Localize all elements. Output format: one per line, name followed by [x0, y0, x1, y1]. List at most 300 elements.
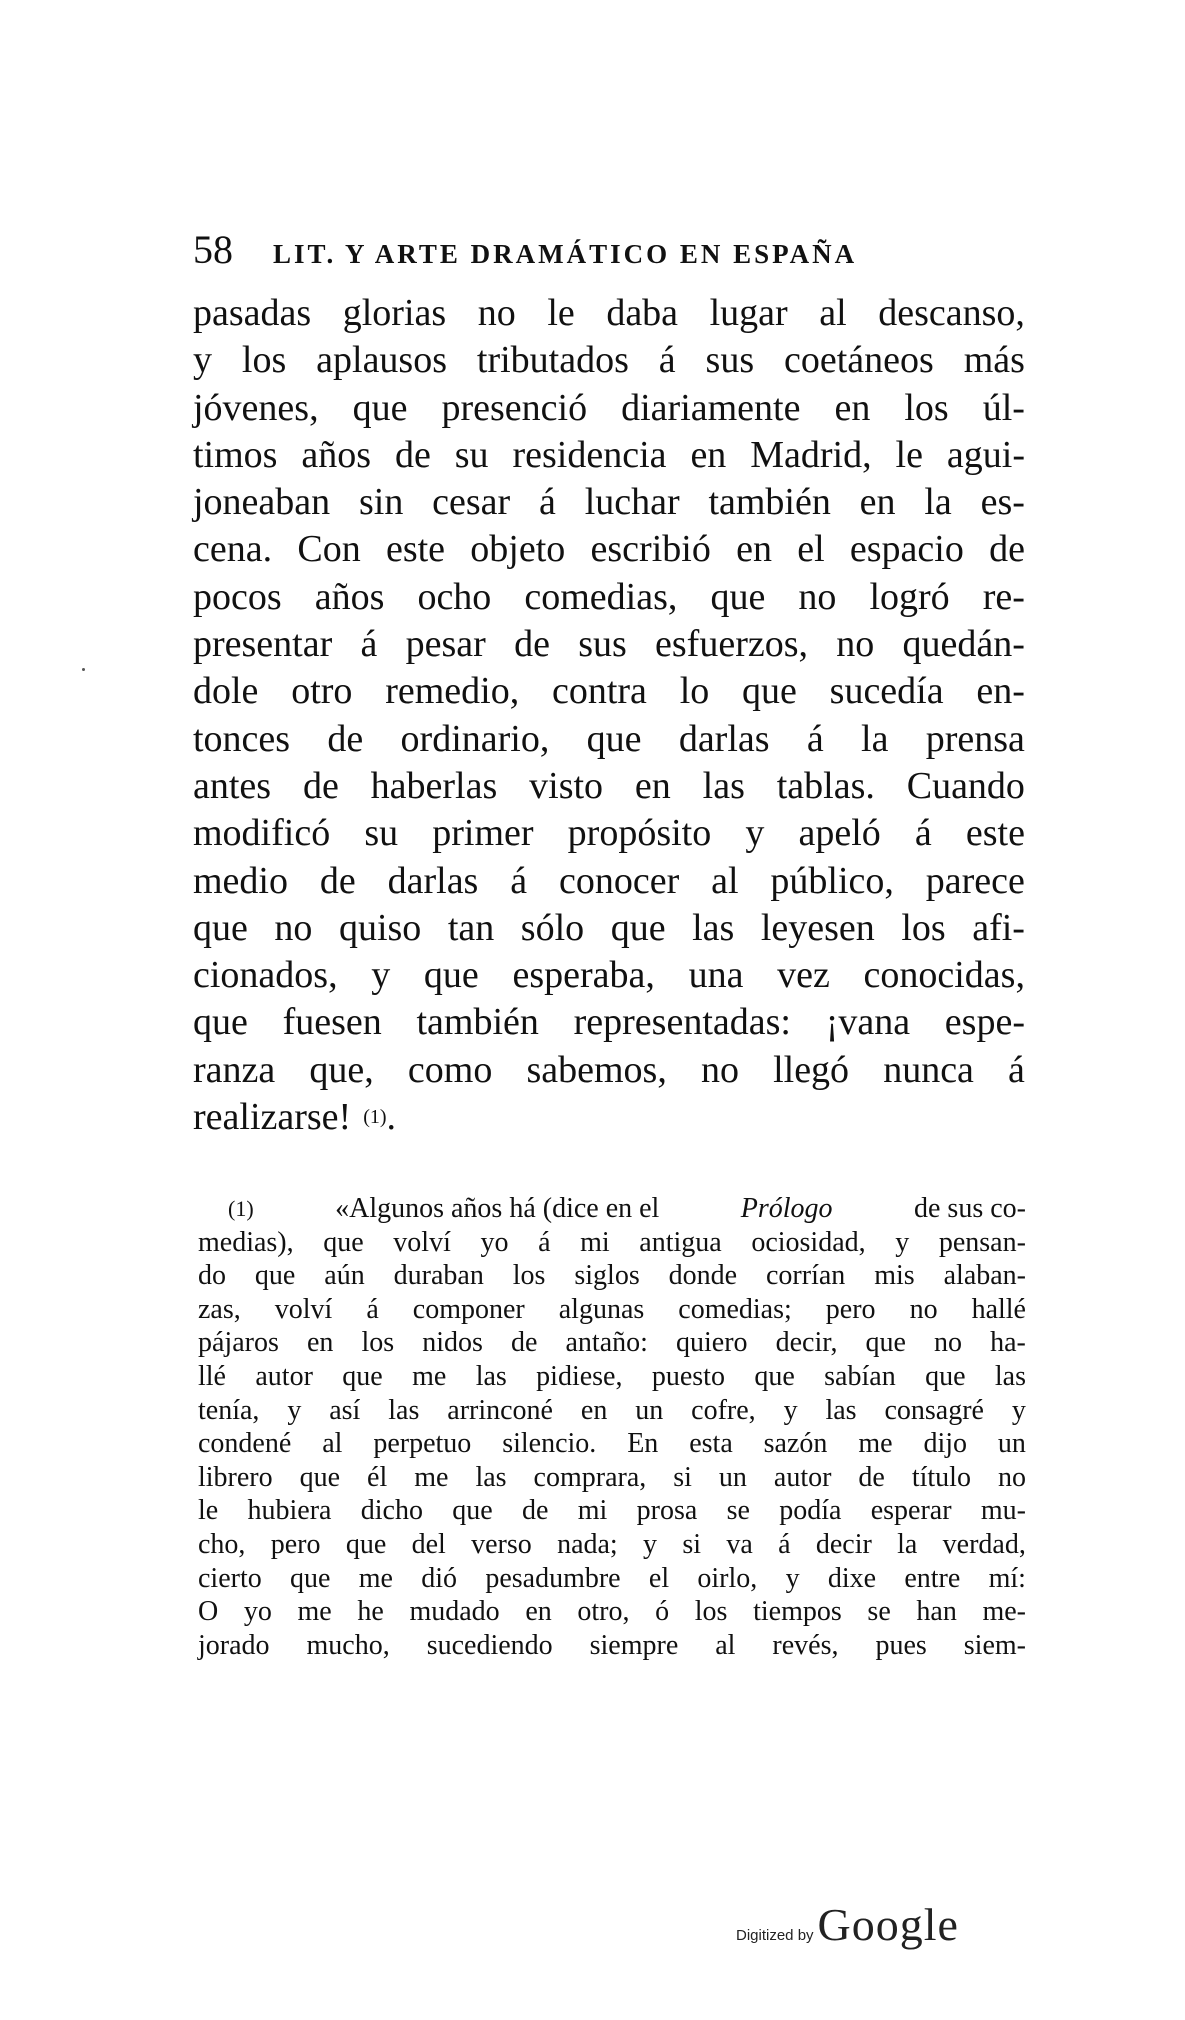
word: sólo — [520, 906, 585, 949]
word: mudado — [409, 1596, 500, 1628]
word: y — [287, 1394, 302, 1426]
word: consagré — [884, 1394, 984, 1426]
word: sin — [358, 481, 404, 524]
word: que — [925, 1360, 966, 1392]
word: hallé — [971, 1293, 1026, 1325]
word: arrinconé — [447, 1394, 553, 1426]
text-line — [193, 432, 1025, 479]
word: el — [797, 528, 825, 571]
word: del — [411, 1528, 446, 1560]
word: En — [627, 1428, 659, 1460]
word: no — [274, 906, 313, 949]
word: vez — [777, 954, 830, 997]
word: presenció — [441, 386, 588, 429]
text-line — [193, 810, 1025, 857]
page-header — [193, 226, 1023, 276]
word: escribió — [590, 528, 711, 571]
footnote-text: «Algunos años há (dice en el — [335, 1193, 660, 1224]
word: parece — [925, 859, 1025, 902]
text-line — [193, 716, 1025, 763]
word: de — [510, 1327, 538, 1359]
word: este — [385, 528, 446, 571]
word: su — [364, 812, 399, 855]
word: verdad, — [942, 1528, 1026, 1560]
word: descanso, — [878, 292, 1025, 334]
word: al — [711, 859, 739, 902]
footnote-line — [198, 1562, 1026, 1596]
word: quiso — [338, 906, 422, 949]
word: que — [323, 1226, 364, 1258]
word: me- — [982, 1596, 1026, 1628]
word: pájaros — [198, 1327, 279, 1359]
word: O — [198, 1596, 219, 1628]
word: objeto — [470, 528, 566, 571]
footnote-mark: (1) — [228, 1196, 254, 1221]
word: puesto — [651, 1360, 725, 1392]
word: Con — [297, 528, 361, 571]
word: aplausos — [316, 339, 448, 382]
word: y — [643, 1528, 658, 1560]
word: joneaban — [193, 481, 331, 524]
word: se — [867, 1596, 891, 1628]
word: mi — [577, 1495, 608, 1527]
word: comedias, — [524, 575, 678, 618]
text-line — [193, 905, 1025, 952]
word: cierto — [198, 1562, 262, 1594]
word: á — [1008, 1048, 1025, 1091]
running-head: LIT. Y ARTE DRAMÁTICO EN ESPAÑA — [273, 239, 858, 269]
word: que — [754, 1360, 795, 1392]
word: los — [512, 1260, 546, 1292]
word: las — [994, 1360, 1026, 1392]
word: volví — [393, 1226, 451, 1258]
word: contra — [551, 670, 647, 713]
word: que — [342, 1360, 383, 1392]
word: de — [514, 623, 550, 666]
word: no — [477, 292, 516, 334]
text-line — [193, 385, 1025, 432]
word: sucediendo — [426, 1629, 553, 1661]
word: conocidas, — [863, 954, 1025, 997]
word: público, — [770, 859, 894, 902]
word: es- — [980, 481, 1025, 524]
word: antes — [193, 764, 272, 807]
word: así — [329, 1394, 361, 1426]
word: cionados, — [193, 954, 338, 997]
word: ¡vana — [825, 1001, 911, 1044]
word: daba — [606, 292, 679, 334]
word: conocer — [558, 859, 680, 902]
word: le — [198, 1495, 219, 1527]
word: no — [909, 1293, 938, 1325]
word: y — [371, 954, 391, 997]
word: revés, — [772, 1629, 839, 1661]
word: las — [825, 1394, 857, 1426]
word: un — [997, 1428, 1026, 1460]
word: tonces — [193, 717, 291, 760]
word: antigua — [639, 1226, 722, 1258]
word: timos — [193, 433, 278, 476]
word: de — [522, 1495, 549, 1527]
word: quiero — [676, 1327, 748, 1359]
word: cho, — [198, 1528, 246, 1560]
word: residencia — [512, 433, 667, 476]
footnote-line — [198, 1226, 1026, 1260]
footnote-line — [198, 1595, 1026, 1629]
word: silencio. — [502, 1428, 597, 1460]
word: no — [836, 623, 875, 666]
word: me — [297, 1596, 332, 1628]
word: y — [895, 1226, 910, 1258]
word: me — [358, 1562, 393, 1594]
word: sucedía — [829, 670, 944, 713]
word: presentar — [193, 623, 333, 666]
word: he — [357, 1596, 384, 1628]
word: los — [241, 339, 287, 382]
word: decir — [815, 1528, 872, 1560]
footnote-line — [198, 1427, 1026, 1461]
word: los — [901, 906, 946, 949]
word: autor — [773, 1461, 832, 1493]
word: volví — [274, 1293, 333, 1325]
word: pues — [875, 1629, 927, 1661]
word: en — [525, 1596, 552, 1628]
word: ó — [655, 1596, 670, 1628]
word: un — [635, 1394, 664, 1426]
word: las — [475, 1360, 507, 1392]
word: modificó — [193, 812, 331, 855]
text-line — [193, 668, 1025, 715]
word: años — [314, 575, 385, 618]
prologo-title: Prólogo — [740, 1193, 833, 1224]
word: pasadas — [193, 292, 312, 334]
word: pidiese, — [536, 1360, 623, 1392]
word: no — [934, 1327, 963, 1359]
word: tablas. — [776, 764, 875, 807]
word: á — [360, 623, 378, 666]
word: haberlas — [370, 764, 498, 807]
word: primer — [432, 812, 534, 855]
word: darlas — [387, 859, 479, 902]
word: de — [394, 433, 431, 476]
word: aún — [324, 1260, 365, 1292]
word: mis — [874, 1260, 915, 1292]
word: pensan- — [938, 1226, 1026, 1258]
word: no — [798, 575, 837, 618]
word: espacio — [849, 528, 964, 571]
word: tributados — [476, 339, 629, 382]
text-line — [193, 952, 1025, 999]
word: á — [510, 859, 528, 902]
word: esperar — [870, 1495, 952, 1527]
word: que — [423, 954, 479, 997]
word: ocho — [417, 575, 492, 618]
word: dole — [193, 670, 259, 713]
footnote-reference: (1) — [363, 1106, 387, 1129]
word: sus — [578, 623, 627, 666]
word: en — [736, 528, 772, 571]
word: nunca — [883, 1048, 974, 1091]
word: do — [198, 1260, 226, 1292]
word: jorado — [198, 1629, 270, 1661]
word: medio — [193, 859, 288, 902]
word: y — [783, 1394, 798, 1426]
word: nada; — [557, 1528, 618, 1560]
word: oirlo, — [697, 1562, 758, 1594]
word: siglos — [574, 1260, 640, 1292]
digitized-label: Digitized by — [736, 1927, 814, 1944]
word: él — [367, 1461, 388, 1493]
word: título — [911, 1461, 971, 1493]
word: las — [388, 1394, 420, 1426]
word: y — [745, 812, 765, 855]
word: un — [718, 1461, 747, 1493]
word: sazón — [763, 1428, 828, 1460]
footnote-line — [198, 1192, 1026, 1226]
word: realizarse! — [193, 1096, 352, 1139]
word: que — [742, 670, 797, 713]
trailing-punctuation: . — [386, 1096, 397, 1139]
word: esfuerzos, — [655, 623, 809, 666]
word: que — [865, 1327, 906, 1359]
word: perpetuo — [373, 1428, 472, 1460]
word: remedio, — [385, 670, 520, 713]
footnote-line — [198, 1293, 1026, 1327]
text-line-last — [193, 1094, 1025, 1141]
word: coetáneos — [784, 339, 934, 382]
word: me — [414, 1461, 449, 1493]
word: ordinario, — [400, 717, 550, 760]
word: librero — [198, 1461, 273, 1493]
word: apeló — [798, 812, 881, 855]
word: al — [322, 1428, 343, 1460]
footnote-line — [198, 1326, 1026, 1360]
word: las — [702, 764, 745, 807]
text-line — [193, 858, 1025, 905]
word: algunas — [558, 1293, 645, 1325]
word: antaño: — [565, 1327, 648, 1359]
word: zas, — [198, 1293, 241, 1325]
word: úl- — [982, 386, 1025, 429]
word: las — [475, 1461, 507, 1493]
word: podía — [779, 1495, 842, 1527]
word: mucho, — [306, 1629, 390, 1661]
text-line — [193, 1047, 1025, 1094]
word: sabían — [824, 1360, 896, 1392]
footnote-line — [198, 1360, 1026, 1394]
word: más — [963, 339, 1025, 382]
word: de — [989, 528, 1025, 571]
word: re- — [982, 575, 1025, 618]
word: nidos — [422, 1327, 483, 1359]
word: yo — [480, 1226, 509, 1258]
word: componer — [412, 1293, 525, 1325]
word: á — [914, 812, 932, 855]
word: mí: — [988, 1562, 1026, 1594]
word: llegó — [773, 1048, 850, 1091]
word: glorias — [342, 292, 447, 334]
footnote-line — [198, 1629, 1026, 1663]
word: fuesen — [282, 1001, 382, 1044]
word: cena. — [193, 528, 273, 571]
word: que, — [309, 1048, 374, 1091]
word: le — [895, 433, 923, 476]
word: á — [778, 1528, 791, 1560]
word: en — [859, 481, 896, 524]
word: dijo — [923, 1428, 968, 1460]
text-line — [193, 999, 1025, 1046]
word: también — [708, 481, 831, 524]
word: los — [361, 1327, 395, 1359]
word: agui- — [946, 433, 1025, 476]
word: á — [539, 481, 556, 524]
word: años — [301, 433, 372, 476]
word: tan — [447, 906, 495, 949]
text-line — [193, 290, 1025, 337]
word: que — [352, 386, 408, 429]
word: Madrid, — [750, 433, 872, 476]
word: no — [700, 1048, 739, 1091]
word: á — [538, 1226, 551, 1258]
word: cofre, — [691, 1394, 756, 1426]
word: que — [254, 1260, 296, 1292]
word: visto — [529, 764, 604, 807]
word: entre — [904, 1562, 961, 1594]
word: los — [904, 386, 949, 429]
word: tenía, — [198, 1394, 260, 1426]
main-text — [193, 290, 1025, 1141]
word: este — [965, 812, 1025, 855]
page-number: 58 — [193, 227, 233, 272]
word: donde — [668, 1260, 738, 1292]
word: se — [726, 1495, 750, 1527]
margin-speck — [82, 668, 85, 671]
footnote-line — [198, 1528, 1026, 1562]
text-line — [193, 621, 1025, 668]
word: de — [319, 859, 356, 902]
word: la — [924, 481, 952, 524]
word: dió — [421, 1562, 458, 1594]
footnote — [198, 1192, 1026, 1662]
word: corrían — [766, 1260, 846, 1292]
word: tiempos — [753, 1596, 842, 1628]
word: ranza — [193, 1048, 276, 1091]
word: propósito — [567, 812, 712, 855]
word: pero — [825, 1293, 876, 1325]
word: que — [290, 1562, 331, 1594]
word: medias), — [198, 1226, 294, 1258]
word: sabemos, — [526, 1048, 667, 1091]
word: que — [299, 1461, 341, 1493]
word: que — [710, 575, 766, 618]
word: y — [785, 1562, 800, 1594]
word: siem- — [963, 1629, 1026, 1661]
footnote-line — [198, 1259, 1026, 1293]
word: han — [916, 1596, 957, 1628]
word: otro — [291, 670, 353, 713]
word: hubiera — [247, 1495, 332, 1527]
footnote-line — [198, 1394, 1026, 1428]
word: en — [306, 1327, 334, 1359]
word: no — [997, 1461, 1026, 1493]
word: en — [580, 1394, 608, 1426]
word: pesar — [405, 623, 486, 666]
word: á — [806, 717, 824, 760]
word: ha- — [990, 1327, 1026, 1359]
word: mu- — [980, 1495, 1026, 1527]
word: sus — [705, 339, 755, 382]
word: pero — [270, 1528, 321, 1560]
word: el — [648, 1562, 670, 1594]
word: que — [345, 1528, 387, 1560]
word: decir, — [775, 1327, 838, 1359]
word: lo — [679, 670, 710, 713]
word: darlas — [678, 717, 770, 760]
word: me — [858, 1428, 893, 1460]
text-line — [193, 574, 1025, 621]
word: de — [327, 717, 364, 760]
word: condené — [198, 1428, 292, 1460]
word: alaban- — [943, 1260, 1026, 1292]
word: pesadumbre — [485, 1562, 621, 1594]
word: quedán- — [902, 623, 1025, 666]
word: comprara, — [533, 1461, 647, 1493]
word: otro, — [577, 1596, 630, 1628]
word: la — [897, 1528, 918, 1560]
word: una — [688, 954, 744, 997]
word: al — [715, 1629, 736, 1661]
word: á — [366, 1293, 379, 1325]
word: si — [673, 1461, 692, 1493]
word: logró — [869, 575, 950, 618]
word: esta — [689, 1428, 733, 1460]
text-line — [193, 337, 1025, 384]
word: cesar — [432, 481, 511, 524]
word: diariamente — [621, 386, 801, 429]
word: que — [610, 906, 666, 949]
footnote-line — [198, 1461, 1026, 1495]
word: que — [452, 1495, 493, 1527]
word: las — [692, 906, 735, 949]
word: mi — [580, 1226, 610, 1258]
word: autor — [255, 1360, 313, 1392]
word: luchar — [584, 481, 680, 524]
word: Cuando — [906, 764, 1025, 807]
word: que — [193, 906, 248, 949]
word: y — [1011, 1394, 1026, 1426]
word: y — [193, 339, 212, 382]
word: siempre — [589, 1629, 679, 1661]
word: jóvenes, — [193, 386, 319, 429]
word: verso — [471, 1528, 532, 1560]
word: espe- — [944, 1001, 1025, 1044]
word: representadas: — [573, 1001, 791, 1044]
word: prosa — [636, 1495, 698, 1527]
word: lugar — [709, 292, 788, 334]
digitized-by-google-watermark — [736, 1898, 959, 1951]
footnote-text: de sus co- — [914, 1193, 1026, 1224]
word: esperaba, — [512, 954, 655, 997]
word: en- — [976, 670, 1025, 713]
word: comedias; — [678, 1293, 792, 1325]
word: prensa — [925, 717, 1025, 760]
word: como — [407, 1048, 493, 1091]
footnote-line — [198, 1494, 1026, 1528]
word: ociosidad, — [751, 1226, 866, 1258]
word: en — [634, 764, 671, 807]
google-logo: Google — [817, 1899, 959, 1950]
word: de — [858, 1461, 885, 1493]
